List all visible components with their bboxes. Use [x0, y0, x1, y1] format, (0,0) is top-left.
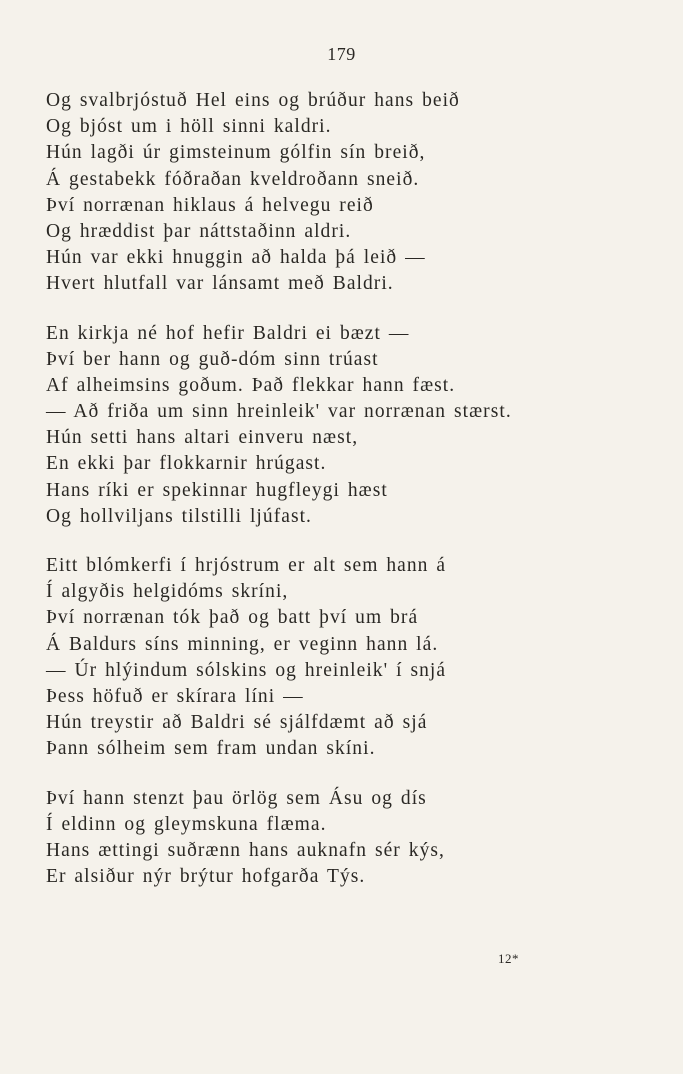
poem-line: En kirkja né hof hefir Baldri ei bæzt —: [46, 322, 410, 344]
poem-line: Og bjóst um i höll sinni kaldri.: [46, 116, 332, 138]
poem-line: Hvert hlutfall var lánsamt með Baldri.: [46, 273, 394, 295]
signature-mark: 12*: [498, 951, 519, 966]
poem-line: Eitt blómkerfi í hrjóstrum er alt sem hann á: [46, 555, 447, 576]
poem-line: Því ber hann og guð-dóm sinn trúast: [46, 348, 379, 370]
poem-line: Því hann stenzt þau örlög sem Ásu og dís: [46, 787, 427, 809]
poem-line: — Úr hlýindum sólskins og hreinleik' í snjá: [46, 659, 447, 681]
poem-line: Því norrænan hiklaus á helvegu reið: [46, 194, 374, 216]
poem-line: Hún treystir að Baldri sé sjálfdæmt að sjá: [46, 712, 428, 734]
poem-line: — Að friða um sinn hreinleik' var norrænan stærst.: [46, 401, 512, 423]
stanza-4: [46, 786, 676, 891]
poem-line: Í algyðis helgidóms skríni,: [46, 581, 289, 603]
poem-line: Hún lagði úr gimsteinum gólfin sín breið,: [46, 142, 426, 164]
poem-line: Er alsiður nýr brýtur hofgarða Týs.: [46, 866, 366, 888]
poem-line: Hún setti hans altari einveru næst,: [46, 427, 359, 449]
poem-body: [46, 88, 676, 913]
poem-line: Þann sólheim sem fram undan skíni.: [46, 738, 376, 760]
stanza-3: [46, 553, 676, 763]
poem-line: Og hollviljans tilstilli ljúfast.: [46, 505, 312, 527]
poem-line: Á Baldurs síns minning, er veginn hann lá.: [46, 633, 439, 655]
poem-line: Af alheimsins goðum. Það flekkar hann fæst.: [46, 374, 456, 396]
poem-line: Hún var ekki hnuggin að halda þá leið —: [46, 247, 426, 269]
poem-line: Því norrænan tók það og batt því um brá: [46, 607, 419, 629]
stanza-1: [46, 88, 676, 298]
page-number: 179: [327, 44, 356, 64]
poem-line: Í eldinn og gleymskuna flæma.: [46, 813, 327, 835]
poem-line: En ekki þar flokkarnir hrúgast.: [46, 453, 327, 475]
poem-line: Og svalbrjóstuð Hel eins og brúður hans beið: [46, 90, 460, 111]
poem-line: Hans ættingi suðrænn hans auknafn sér kýs,: [46, 839, 445, 861]
poem-line: Hans ríki er spekinnar hugfleygi hæst: [46, 479, 388, 501]
poem-line: Þess höfuð er skírara líni —: [46, 685, 304, 707]
poem-line: Og hræddist þar náttstaðinn aldri.: [46, 220, 352, 242]
poem-line: Á gestabekk fóðraðan kveldroðann sneið.: [46, 168, 420, 190]
stanza-2: [46, 321, 676, 531]
